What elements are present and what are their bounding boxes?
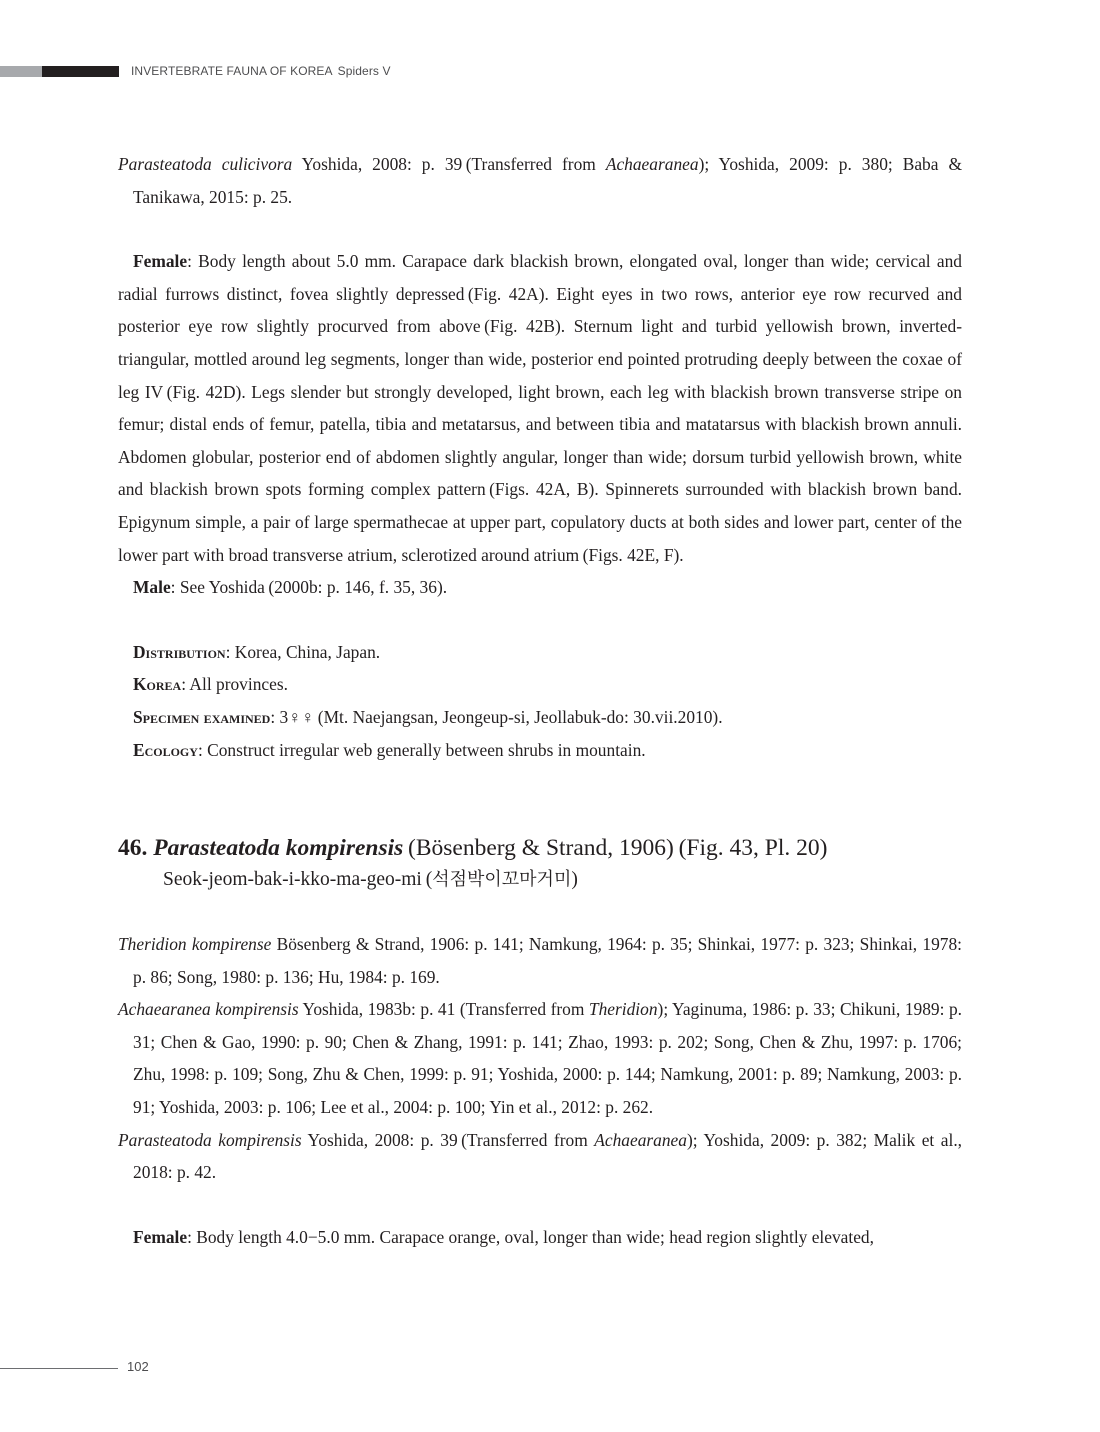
running-header (131, 64, 391, 78)
species-number: 46. (118, 835, 148, 862)
taxon-name: Theridion kompirense (118, 934, 272, 955)
taxon-name: Theridion (588, 999, 658, 1020)
header-bar-light (0, 66, 42, 77)
taxon-name: Parasteatoda culicivora (118, 154, 293, 174)
species-author: (Bösenberg & Strand, 1906) (Fig. 43, Pl. 20) (403, 835, 828, 862)
synonym-reference: Theridion kompirense Bösenberg & Strand, 1906: p. 141; Namkung, 1964: p. 35; Shinkai, 1977: p. 323; Shinkai, 1978: p. 86; Song, 1980: p. 136; Hu, 1984: p. 169. (118, 934, 963, 987)
female-label: Female (133, 251, 188, 272)
taxon-name: Achaearanea (594, 1129, 687, 1150)
male-label: Male (133, 577, 171, 598)
korea-range: Korea: All provinces. (133, 674, 288, 695)
species-name: Parasteatoda kompirensis (153, 835, 404, 862)
male-description: Male: See Yoshida (2000b: p. 146, f. 35, 36). (133, 577, 448, 598)
header-bar-dark (42, 66, 119, 77)
page-number: 102 (127, 1359, 149, 1374)
female-description: Female: Body length about 5.0 mm. Carapace dark blackish brown, elongated oval, longer than wide; cervical and radial furrows distinct, fovea slightly depressed (Fig. 42A). Eight eyes in two rows, anterior eye row recurved and posterior eye row slightly procurved from above (Fig. 42B). Sternum light and turbid yellowish brown, inverted-triangular, mottled around leg segments, longer than wide, posterior end pointed protruding deeply between the coxae of leg IV (Fig. 42D). Legs slender but strongly developed, light brown, each leg with blackish brown transverse stripe on femur; distal ends of femur, patella, tibia and metatarsus, and between tibia and matatarsus with blackish brown annuli. Abdomen globular, posterior end of abdomen slightly angular, longer than wide; dorsum turbid yellowish brown, white and blackish brown spots forming complex pattern (Figs. 42A, B). Spinnerets surrounded with blackish brown band. Epigynum simple, a pair of large spermathecae at upper part, copulatory ducts at both sides and lower part, center of the lower part with broad transverse atrium, sclerotized around atrium (Figs. 42E, F). (118, 251, 962, 565)
female-description: Female: Body length 4.0−5.0 mm. Carapace orange, oval, longer than wide; head region slightly elevated, (133, 1226, 874, 1247)
korean-common-name: Seok-jeom-bak-i-kko-ma-geo-mi (석점박이꼬마거미) (163, 869, 578, 891)
synonym-reference: Parasteatoda kompirensis Yoshida, 2008: p. 39 (Transferred from Achaearanea); Yoshida, 2009: p. 382; Malik et al., 2018: p. 42. (118, 1129, 963, 1183)
species-heading (118, 832, 962, 864)
series-title: INVERTEBRATE FAUNA OF KOREA (131, 64, 333, 78)
female-label: Female (133, 1226, 188, 1247)
synonym-reference: Achaearanea kompirensis Yoshida, 1983b: p. 41 (Transferred from Theridion); Yaginuma, 1986: p. 33; Chikuni, 1989: p. 31; Chen & Gao, 1990: p. 90; Chen & Zhang, 1991: p. 141; Zhao, 1993: p. 202; Song, Chen & Zhu, 1997: p. 1706; Zhu, 1998: p. 109; Song, Zhu & Chen, 1999: p. 91; Yoshida, 2000: p. 144; Namkung, 2001: p. 89; Namkung, 2003: p. 91; Yoshida, 2003: p. 106; Lee et al., 2004: p. 100; Yin et al., 2012: p. 262. (118, 999, 963, 1118)
footer-rule (0, 1368, 118, 1369)
synonym-reference: Parasteatoda culicivora Yoshida, 2008: p. 39 (Transferred from Achaearanea); Yoshida, 2009: p. 380; Baba & Tanikawa, 2015: p. 25. (118, 154, 962, 207)
distribution: Distribution: Korea, China, Japan. (133, 641, 381, 662)
specimen-examined: Specimen examined: 3♀♀ (Mt. Naejangsan, Jeongeup-si, Jeollabuk-do: 30.vii.2010). (133, 706, 723, 727)
page-body (118, 148, 962, 1253)
taxon-name: Parasteatoda kompirensis (118, 1129, 302, 1150)
taxon-name: Achaearanea kompirensis (118, 999, 299, 1020)
ecology: Ecology: Construct irregular web generally between shrubs in mountain. (133, 739, 646, 760)
taxon-name: Achaearanea (605, 154, 699, 174)
volume-title: Spiders V (337, 64, 391, 78)
